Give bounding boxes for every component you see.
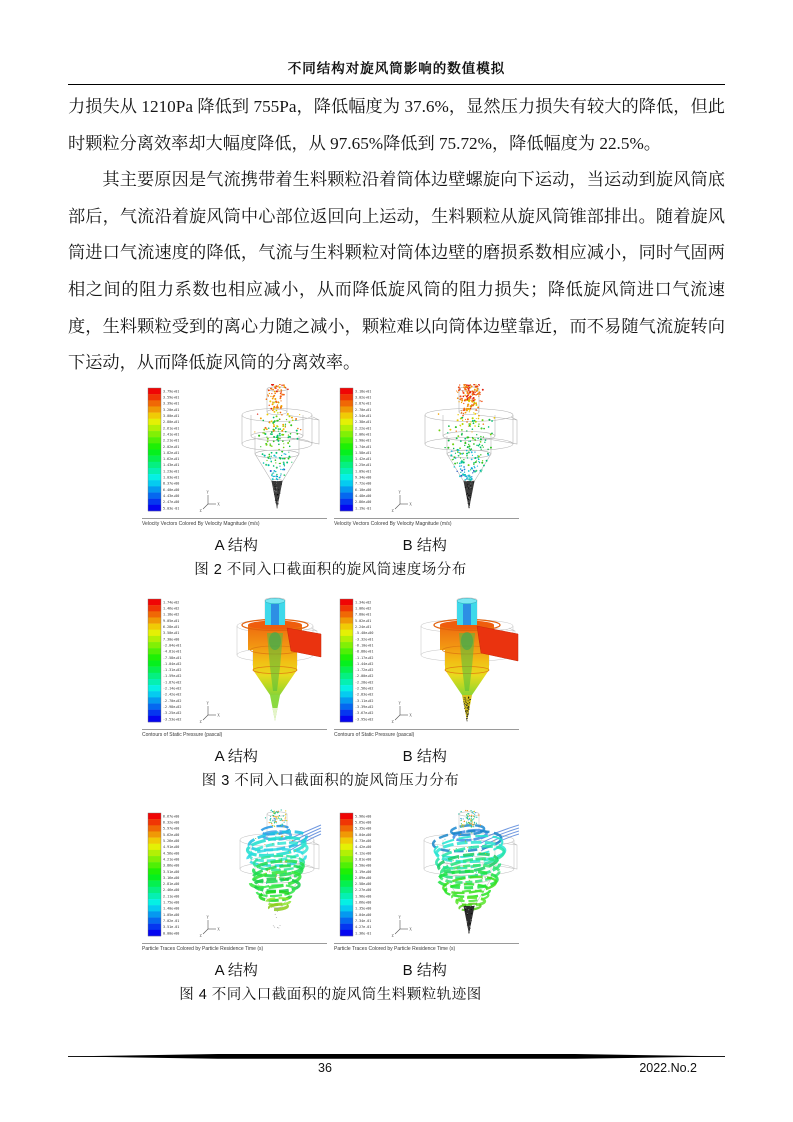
svg-text:1.43e+01: 1.43e+01 <box>163 462 180 467</box>
svg-text:X: X <box>409 502 412 507</box>
svg-text:5.04e+00: 5.04e+00 <box>355 832 372 837</box>
svg-text:3.19e+00: 3.19e+00 <box>355 869 372 874</box>
fig4-panel-a <box>142 809 327 952</box>
svg-text:3.50e+00: 3.50e+00 <box>355 863 372 868</box>
paragraph-2: 其主要原因是气流携带着生料颗粒沿着筒体边壁螺旋向下运动，当运动到旋风筒底部后，气流沿着旋风筒中心部位返回向上运动，生料颗粒从旋风筒锥部排出。随着旋风筒进口气流速度的降低，气流与生料颗粒对筒体边壁的磨损系数相应减小，同时气固两相之间的阻力系数也相应减小，从而降低旋风筒的阻力损失；降低旋风筒进口气流速度，生料颗粒受到的离心力随之减小，颗粒难以向筒体边壁靠近，而不易随气流旋转向下运动，从而降低旋风筒的分离效率。 <box>68 170 725 373</box>
svg-text:1.90e+01: 1.90e+01 <box>355 438 372 443</box>
svg-text:2.21e+01: 2.21e+01 <box>163 438 180 443</box>
svg-text:3.02e+01: 3.02e+01 <box>355 395 372 400</box>
fig2-label-structure-b: B 结构 <box>402 536 447 554</box>
svg-text:3.50e+01: 3.50e+01 <box>163 630 180 635</box>
fig4-label-structure-a: A 结构 <box>214 961 258 979</box>
svg-text:3.59e+01: 3.59e+01 <box>163 395 180 400</box>
svg-text:1.06e+02: 1.06e+02 <box>355 606 372 611</box>
svg-text:1.96e+00: 1.96e+00 <box>355 894 372 899</box>
fig4-panel-a-image <box>142 809 327 941</box>
svg-text:1.62e+01: 1.62e+01 <box>163 456 180 461</box>
svg-text:-2.83e+02: -2.83e+02 <box>355 692 374 697</box>
svg-text:Z: Z <box>199 933 202 938</box>
svg-text:3.18e+01: 3.18e+01 <box>355 389 372 394</box>
figure-velocity-field <box>142 384 519 579</box>
svg-text:4.73e+00: 4.73e+00 <box>355 838 372 843</box>
svg-text:8.37e+00: 8.37e+00 <box>163 481 180 486</box>
fig2-panel-a-image <box>142 384 327 516</box>
svg-text:-1.17e+02: -1.17e+02 <box>355 655 374 660</box>
fig3-panels <box>142 595 519 738</box>
svg-text:-5.40e+00: -5.40e+00 <box>355 630 374 635</box>
svg-text:Z: Z <box>199 508 202 513</box>
svg-text:2.24e+01: 2.24e+01 <box>355 624 372 629</box>
svg-text:1.04e+00: 1.04e+00 <box>355 912 372 917</box>
fig2-panel-b-image <box>334 384 519 516</box>
svg-text:Y: Y <box>398 915 402 920</box>
panel-separator <box>334 518 519 519</box>
svg-text:2.06e+01: 2.06e+01 <box>355 432 372 437</box>
svg-text:-2.70e+02: -2.70e+02 <box>163 698 182 703</box>
svg-text:2.87e+01: 2.87e+01 <box>355 401 372 406</box>
svg-text:Z: Z <box>391 719 394 724</box>
svg-text:5.97e+00: 5.97e+00 <box>163 826 180 831</box>
svg-text:-2.14e+02: -2.14e+02 <box>163 686 182 691</box>
fig3-panel-a-image <box>142 595 327 727</box>
svg-text:1.75e+00: 1.75e+00 <box>163 900 180 905</box>
svg-text:Z: Z <box>391 508 394 513</box>
svg-text:Y: Y <box>206 701 210 706</box>
svg-text:4.91e+00: 4.91e+00 <box>163 844 180 849</box>
svg-text:1.18e+02: 1.18e+02 <box>163 612 180 617</box>
svg-text:2.11e+00: 2.11e+00 <box>163 894 180 899</box>
figures-section <box>0 384 793 1004</box>
svg-text:2.70e+01: 2.70e+01 <box>355 407 372 412</box>
panel-separator <box>334 943 519 944</box>
fig2-panel-a-legend: Velocity Vectors Colored By Velocity Magnitude (m/s) <box>142 520 260 527</box>
svg-text:6.67e+00: 6.67e+00 <box>163 814 180 819</box>
svg-text:X: X <box>409 713 412 718</box>
svg-text:-2.98e+02: -2.98e+02 <box>163 704 182 709</box>
svg-text:5.96e+00: 5.96e+00 <box>355 814 372 819</box>
svg-text:4.43e+00: 4.43e+00 <box>163 493 180 498</box>
fig3-panel-b <box>334 595 519 738</box>
page-header <box>0 0 793 77</box>
svg-text:-2.04e+01: -2.04e+01 <box>163 643 182 648</box>
svg-text:Y: Y <box>206 490 210 495</box>
svg-text:-2.42e+02: -2.42e+02 <box>163 692 182 697</box>
svg-text:-2.56e+02: -2.56e+02 <box>355 686 374 691</box>
svg-text:3.20e+01: 3.20e+01 <box>163 407 180 412</box>
svg-text:3.51e+00: 3.51e+00 <box>163 869 180 874</box>
svg-text:X: X <box>217 713 220 718</box>
svg-text:7.34e-01: 7.34e-01 <box>355 918 372 923</box>
svg-text:1.36e-01: 1.36e-01 <box>355 931 372 935</box>
panel-separator <box>142 943 327 944</box>
svg-text:1.35e+00: 1.35e+00 <box>355 906 372 911</box>
svg-text:-1.59e+02: -1.59e+02 <box>163 673 182 678</box>
svg-text:3.79e+01: 3.79e+01 <box>163 389 180 394</box>
svg-text:7.72e+00: 7.72e+00 <box>355 481 372 486</box>
fig4-structure-labels <box>142 959 519 980</box>
svg-text:-3.53e+02: -3.53e+02 <box>163 717 182 721</box>
panel-separator <box>142 729 327 730</box>
fig4-panel-a-legend: Particle Traces Colored by Particle Residence Time (s) <box>142 945 264 952</box>
fig3-caption: 图 3 不同入口截面积的旋风筒压力分布 <box>201 772 460 789</box>
svg-text:4.21e+00: 4.21e+00 <box>163 857 180 862</box>
svg-text:1.58e+01: 1.58e+01 <box>355 450 372 455</box>
svg-text:-6.10e+01: -6.10e+01 <box>355 643 374 648</box>
page-number: 36 <box>318 1061 332 1075</box>
svg-text:4.56e+00: 4.56e+00 <box>163 851 180 856</box>
svg-text:2.80e+01: 2.80e+01 <box>163 419 180 424</box>
svg-text:7.80e+01: 7.80e+01 <box>355 612 372 617</box>
svg-text:5.03e-01: 5.03e-01 <box>163 506 180 510</box>
svg-text:4.48e+00: 4.48e+00 <box>355 493 372 498</box>
fig3-panel-a <box>142 595 327 738</box>
svg-text:4.27e-01: 4.27e-01 <box>355 924 372 929</box>
svg-text:6.32e+00: 6.32e+00 <box>163 820 180 825</box>
svg-text:-1.44e+02: -1.44e+02 <box>355 661 374 666</box>
footer-rule <box>68 1053 725 1060</box>
fig4-panels <box>142 809 519 952</box>
svg-text:9.34e+00: 9.34e+00 <box>355 475 372 480</box>
svg-text:1.23e+01: 1.23e+01 <box>163 469 180 474</box>
svg-text:3.81e+00: 3.81e+00 <box>355 857 372 862</box>
fig3-panel-b-legend: Contours of Static Pressure (pascal) <box>334 731 415 738</box>
fig4-panel-b <box>334 809 519 952</box>
fig2-panel-b-legend: Velocity Vectors Colored By Velocity Magnitude (m/s) <box>334 520 452 527</box>
svg-text:Y: Y <box>398 701 402 706</box>
fig3-label-structure-b: B 结构 <box>402 747 447 765</box>
svg-text:5.35e+00: 5.35e+00 <box>355 826 372 831</box>
svg-text:-2.28e+02: -2.28e+02 <box>355 680 374 685</box>
svg-text:-3.67e+02: -3.67e+02 <box>355 710 374 715</box>
svg-text:4.42e+00: 4.42e+00 <box>355 844 372 849</box>
fig4-panel-b-image <box>334 809 519 941</box>
svg-text:3.00e+01: 3.00e+01 <box>163 413 180 418</box>
svg-text:5.62e+00: 5.62e+00 <box>163 832 180 837</box>
svg-text:2.86e+00: 2.86e+00 <box>355 499 372 504</box>
body-text <box>68 89 725 382</box>
svg-text:2.02e+01: 2.02e+01 <box>163 444 180 449</box>
svg-text:1.74e+01: 1.74e+01 <box>355 444 372 449</box>
svg-text:-1.72e+02: -1.72e+02 <box>355 667 374 672</box>
svg-text:-2.00e+02: -2.00e+02 <box>355 673 374 678</box>
svg-text:2.47e+00: 2.47e+00 <box>163 499 180 504</box>
fig4-caption: 图 4 不同入口截面积的旋风筒生料颗粒轨迹图 <box>179 986 482 1003</box>
paragraph-1: 力损失从 1210Pa 降低到 755Pa，降低幅度为 37.6%，显然压力损失有较大的降低，但此时颗粒分离效率却大幅度降低，从 97.65%降低到 75.72%，降低幅度为 22.5%。 <box>68 97 725 153</box>
header-title: 不同结构对旋风筒影响的数值模拟 <box>287 61 506 76</box>
figure-particle-traces <box>142 809 519 1004</box>
fig2-caption: 图 2 不同入口截面积的旋风筒速度场分布 <box>194 561 467 578</box>
svg-text:Z: Z <box>391 933 394 938</box>
svg-text:1.42e+01: 1.42e+01 <box>355 456 372 461</box>
svg-text:-1.31e+02: -1.31e+02 <box>163 667 182 672</box>
fig2-panels <box>142 384 519 527</box>
svg-text:Y: Y <box>206 915 210 920</box>
svg-text:3.86e+00: 3.86e+00 <box>163 863 180 868</box>
svg-text:1.82e+01: 1.82e+01 <box>163 450 180 455</box>
svg-text:7.02e-01: 7.02e-01 <box>163 918 180 923</box>
svg-text:X: X <box>217 502 220 507</box>
svg-text:-3.32e+01: -3.32e+01 <box>355 637 374 642</box>
svg-text:2.27e+00: 2.27e+00 <box>355 887 372 892</box>
svg-text:-3.95e+02: -3.95e+02 <box>355 717 374 721</box>
fig3-panel-a-legend: Contours of Static Pressure (pascal) <box>142 731 223 738</box>
svg-text:2.61e+01: 2.61e+01 <box>163 426 180 431</box>
svg-text:2.38e+01: 2.38e+01 <box>355 419 372 424</box>
fig2-panel-b <box>334 384 519 527</box>
fig4-panel-b-legend: Particle Traces Colored by Particle Residence Time (s) <box>334 945 456 952</box>
svg-text:X: X <box>409 927 412 932</box>
svg-text:5.02e+01: 5.02e+01 <box>355 618 372 623</box>
svg-text:2.58e+00: 2.58e+00 <box>355 881 372 886</box>
fig3-panel-b-image <box>334 595 519 727</box>
fig2-structure-labels <box>142 534 519 555</box>
fig2-panel-a <box>142 384 327 527</box>
svg-text:1.05e+00: 1.05e+00 <box>163 912 180 917</box>
header-rule <box>68 84 725 85</box>
svg-text:2.54e+01: 2.54e+01 <box>355 413 372 418</box>
svg-text:Z: Z <box>199 719 202 724</box>
svg-text:6.10e+00: 6.10e+00 <box>355 487 372 492</box>
svg-text:7.30e+00: 7.30e+00 <box>163 637 180 642</box>
svg-text:1.74e+02: 1.74e+02 <box>163 600 180 605</box>
svg-text:-4.81e+01: -4.81e+01 <box>163 649 182 654</box>
svg-text:6.40e+00: 6.40e+00 <box>163 487 180 492</box>
svg-text:-7.58e+01: -7.58e+01 <box>163 655 182 660</box>
svg-text:1.09e+01: 1.09e+01 <box>355 469 372 474</box>
figure-pressure-field <box>142 595 519 790</box>
svg-text:-3.39e+02: -3.39e+02 <box>355 704 374 709</box>
svg-text:1.66e+00: 1.66e+00 <box>355 900 372 905</box>
panel-separator <box>334 729 519 730</box>
svg-text:2.22e+01: 2.22e+01 <box>355 426 372 431</box>
panel-separator <box>142 518 327 519</box>
svg-text:-1.04e+02: -1.04e+02 <box>163 661 182 666</box>
svg-text:3.39e+01: 3.39e+01 <box>163 401 180 406</box>
svg-text:5.65e+00: 5.65e+00 <box>355 820 372 825</box>
svg-text:4.12e+00: 4.12e+00 <box>355 851 372 856</box>
svg-text:1.03e+01: 1.03e+01 <box>163 475 180 480</box>
svg-text:5.26e+00: 5.26e+00 <box>163 838 180 843</box>
svg-text:3.16e+00: 3.16e+00 <box>163 875 180 880</box>
svg-text:2.46e+00: 2.46e+00 <box>163 887 180 892</box>
svg-text:1.34e+02: 1.34e+02 <box>355 600 372 605</box>
svg-text:-3.25e+02: -3.25e+02 <box>163 710 182 715</box>
svg-text:-1.87e+02: -1.87e+02 <box>163 680 182 685</box>
svg-text:3.51e-01: 3.51e-01 <box>163 924 180 929</box>
svg-text:1.46e+02: 1.46e+02 <box>163 606 180 611</box>
svg-text:2.41e+01: 2.41e+01 <box>163 432 180 437</box>
svg-text:1.19e-01: 1.19e-01 <box>355 506 372 510</box>
svg-text:Y: Y <box>398 490 402 495</box>
fig4-label-structure-b: B 结构 <box>402 961 447 979</box>
svg-text:2.81e+00: 2.81e+00 <box>163 881 180 886</box>
svg-text:-8.88e+01: -8.88e+01 <box>355 649 374 654</box>
svg-text:9.05e+01: 9.05e+01 <box>163 618 180 623</box>
svg-text:1.40e+00: 1.40e+00 <box>163 906 180 911</box>
fig3-structure-labels <box>142 745 519 766</box>
fig3-label-structure-a: A 结构 <box>214 747 258 765</box>
svg-text:X: X <box>217 927 220 932</box>
svg-text:6.28e+01: 6.28e+01 <box>163 624 180 629</box>
svg-text:1.25e+01: 1.25e+01 <box>355 462 372 467</box>
svg-text:-3.11e+02: -3.11e+02 <box>355 698 374 703</box>
issue-number: 2022.No.2 <box>639 1061 697 1075</box>
svg-text:0.00e+00: 0.00e+00 <box>163 931 180 935</box>
svg-text:2.89e+00: 2.89e+00 <box>355 875 372 880</box>
fig2-label-structure-a: A 结构 <box>214 536 258 554</box>
